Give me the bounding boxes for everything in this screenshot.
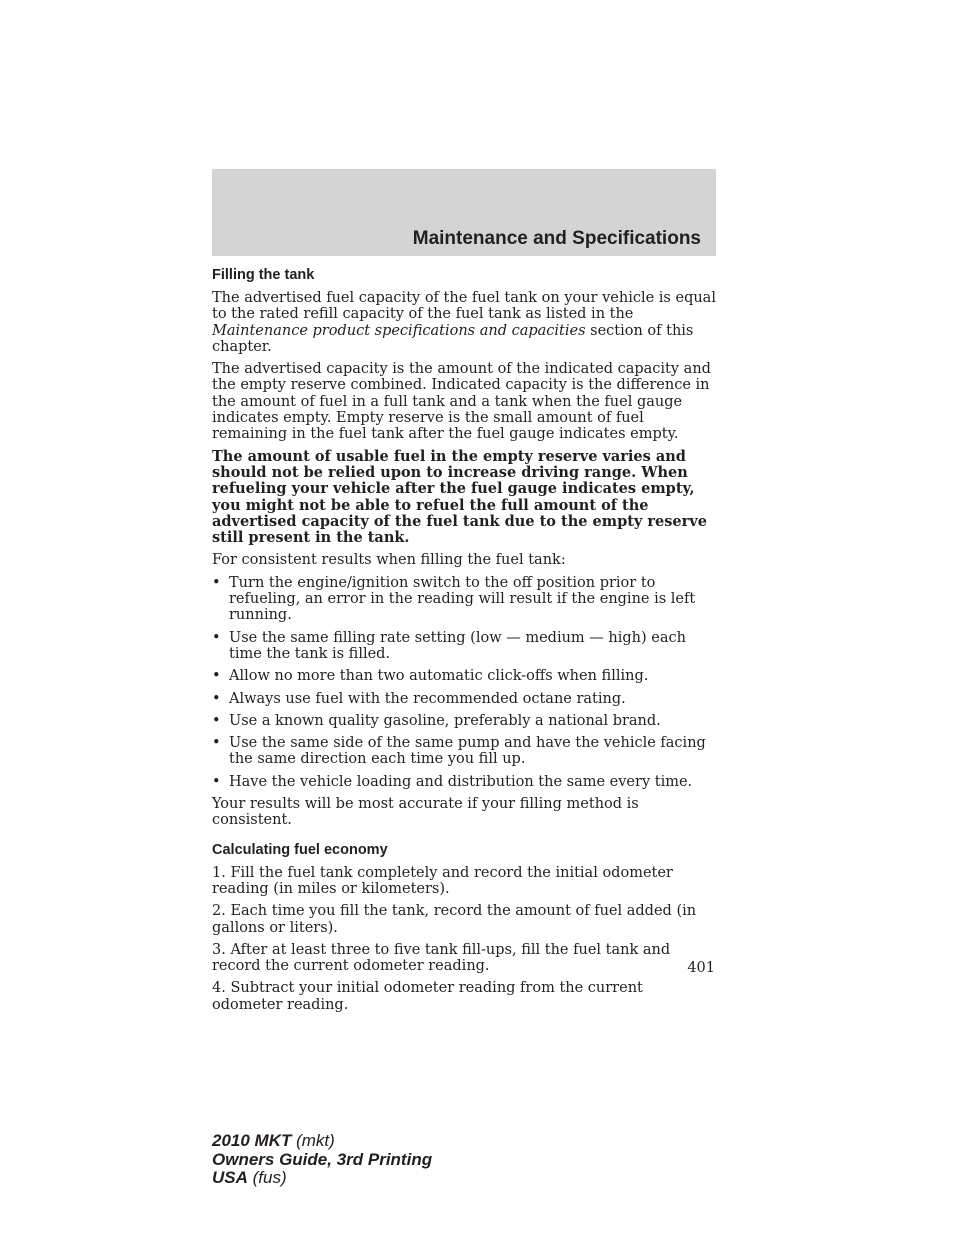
footer-model: 2010 MKT <box>212 1131 292 1150</box>
footer-model-code: (mkt) <box>291 1131 335 1150</box>
list-item-text: Use a known quality gasoline, preferably a national brand. <box>229 712 661 729</box>
list-item <box>212 575 716 624</box>
page-number: 401 <box>687 960 715 976</box>
list-item-text: Use the same side of the same pump and have the vehicle facing the same direction each time you fill up. <box>229 735 706 768</box>
list-item <box>212 774 716 790</box>
text-run: section of this chapter. <box>212 322 694 355</box>
text-run: The advertised fuel capacity of the fuel tank on your vehicle is equal to the rated refill capacity of the fuel tank as listed in the <box>212 290 716 323</box>
step-item: 2. Each time you fill the tank, record the amount of fuel added (in gallons or liters). <box>212 903 697 936</box>
heading-filling-the-tank: Filling the tank <box>212 267 315 283</box>
section-title: Maintenance and Specifications <box>412 228 701 249</box>
paragraph-intro: For consistent results when filling the fuel tank: <box>212 552 566 569</box>
list-item-text: Allow no more than two automatic click-offs when filling. <box>229 668 649 685</box>
paragraph-capacity-definition: The advertised capacity is the amount of the indicated capacity and the empty reserve combined. Indicated capacity is the difference in the amount of fuel in a full tank and a tank when the fuel gauge indicates empty. Empty reserve is the small amount of fuel remaining in the fuel tank after the fuel gauge indicates empty. <box>212 361 711 443</box>
list-item <box>212 691 716 707</box>
page-content <box>212 266 716 1019</box>
bullet-glyph: • <box>212 712 221 729</box>
list-item <box>212 713 716 729</box>
tips-list <box>212 575 716 790</box>
heading-calculating-fuel-economy: Calculating fuel economy <box>212 841 388 858</box>
step-item: 4. Subtract your initial odometer reading from the current odometer reading. <box>212 980 643 1013</box>
footer-line-printing: Owners Guide, 3rd Printing <box>212 1149 433 1169</box>
list-item-text: Have the vehicle loading and distribution the same every time. <box>229 773 693 790</box>
bullet-glyph: • <box>212 773 221 790</box>
bullet-glyph: • <box>212 690 221 707</box>
paragraph-advertised-capacity <box>212 290 716 355</box>
list-item <box>212 735 716 768</box>
list-item-text: Turn the engine/ignition switch to the off position prior to refueling, an error in the reading will result if the engine is left running. <box>229 574 696 624</box>
list-item-text: Always use fuel with the recommended octane rating. <box>229 690 626 707</box>
list-item <box>212 630 716 663</box>
warning-paragraph: The amount of usable fuel in the empty reserve varies and should not be relied upon to increase driving range. When refueling your vehicle after the fuel gauge indicates empty, you might not be able to refuel the full amount of the advertised capacity of the fuel tank due to the empty reserve still present in the tank. <box>212 447 707 547</box>
step-item: 3. After at least three to five tank fill-ups, fill the fuel tank and record the current odometer reading. <box>212 941 671 975</box>
document-footer <box>212 1132 432 1188</box>
list-item <box>212 668 716 684</box>
paragraph-conclusion: Your results will be most accurate if your filling method is consistent. <box>212 796 639 829</box>
list-item-text: Use the same filling rate setting (low — medium — high) each time the tank is filled. <box>229 629 686 662</box>
chapter-reference: Maintenance product specifications and capacities <box>212 322 586 339</box>
footer-market: USA <box>212 1168 248 1187</box>
bullet-glyph: • <box>212 735 221 752</box>
section-header-band <box>212 169 716 256</box>
footer-market-code: (fus) <box>247 1168 287 1187</box>
bullet-glyph: • <box>212 574 221 591</box>
footer-line-market <box>212 1169 432 1188</box>
bullet-glyph: • <box>212 668 221 685</box>
bullet-glyph: • <box>212 629 221 646</box>
step-item: 1. Fill the fuel tank completely and record the initial odometer reading (in miles or kilometers). <box>212 864 673 897</box>
footer-line-model <box>212 1132 432 1151</box>
